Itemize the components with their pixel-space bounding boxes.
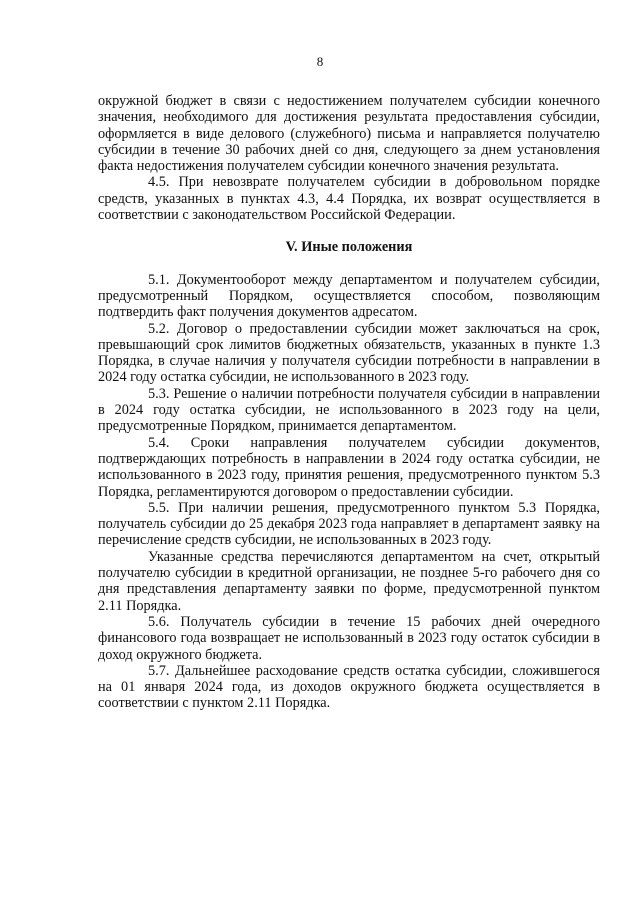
- paragraph-5-4: 5.4. Сроки направления получателем субсидии документов, подтверждающих потребность в направлении в 2024 году остатка субсидии, не использованного в 2023 году, принятия решения, предусмотренного пунктом 5.3 Порядка, регламентируются договором о предоставлении субсидии.: [98, 434, 600, 500]
- paragraph-continuation: окружной бюджет в связи с недостижением получателем субсидии конечного значения, необходимого для достижения результата предоставления субсидии, оформляется в виде делового (служебного) письма и направляется получателю субсидии в течение 30 рабочих дней со дня, следующего за днем установления факта недостижения получателем субсидии конечного значения результата.: [98, 93, 600, 175]
- paragraph-5-5: 5.5. При наличии решения, предусмотренного пунктом 5.3 Порядка, получатель субсидии до 25 декабря 2023 года направляет в департамент заявку на перечисление средств субсидии, не использованных в 2023 году.: [98, 499, 600, 549]
- paragraph-5-2: 5.2. Договор о предоставлении субсидии может заключаться на срок, превышающий срок лимитов бюджетных обязательств, указанных в пункте 1.3 Порядка, в случае наличия у получателя субсидии потребности в направлении в 2024 году остатка субсидии, не использованного в 2023 году.: [98, 320, 600, 386]
- paragraph-5-1: 5.1. Документооборот между департаментом и получателем субсидии, предусмотренный Порядком, осуществляется способом, позволяющим подтвердить факт получения документов адресатом.: [98, 271, 600, 321]
- document-body: [98, 93, 600, 712]
- section-heading: V. Иные положения: [285, 239, 413, 256]
- page-number: 8: [316, 54, 324, 69]
- paragraph-5-3: 5.3. Решение о наличии потребности получателя субсидии в направлении в 2024 году остатка субсидии, не использованного в 2023 году на цели, предусмотренные Порядком, принимается департаментом.: [98, 385, 600, 435]
- paragraph-5-6: 5.6. Получатель субсидии в течение 15 рабочих дней очередного финансового года возвращает не использованный в 2023 году остаток субсидии в доход окружного бюджета.: [98, 613, 600, 663]
- paragraph-5-7: 5.7. Дальнейшее расходование средств остатка субсидии, сложившегося на 01 января 2024 года, из доходов окружного бюджета осуществляется в соответствии с пунктом 2.11 Порядка.: [98, 662, 600, 712]
- paragraph-5-5-continued: Указанные средства перечисляются департаментом на счет, открытый получателю субсидии в кредитной организации, не позднее 5-го рабочего дня со дня представления департаменту заявки по форме, предусмотренной пунктом 2.11 Порядка.: [98, 548, 600, 614]
- paragraph-4-5: 4.5. При невозврате получателем субсидии в добровольном порядке средств, указанных в пунктах 4.3, 4.4 Порядка, их возврат осуществляется в соответствии с законодательством Российской Федерации.: [98, 174, 600, 224]
